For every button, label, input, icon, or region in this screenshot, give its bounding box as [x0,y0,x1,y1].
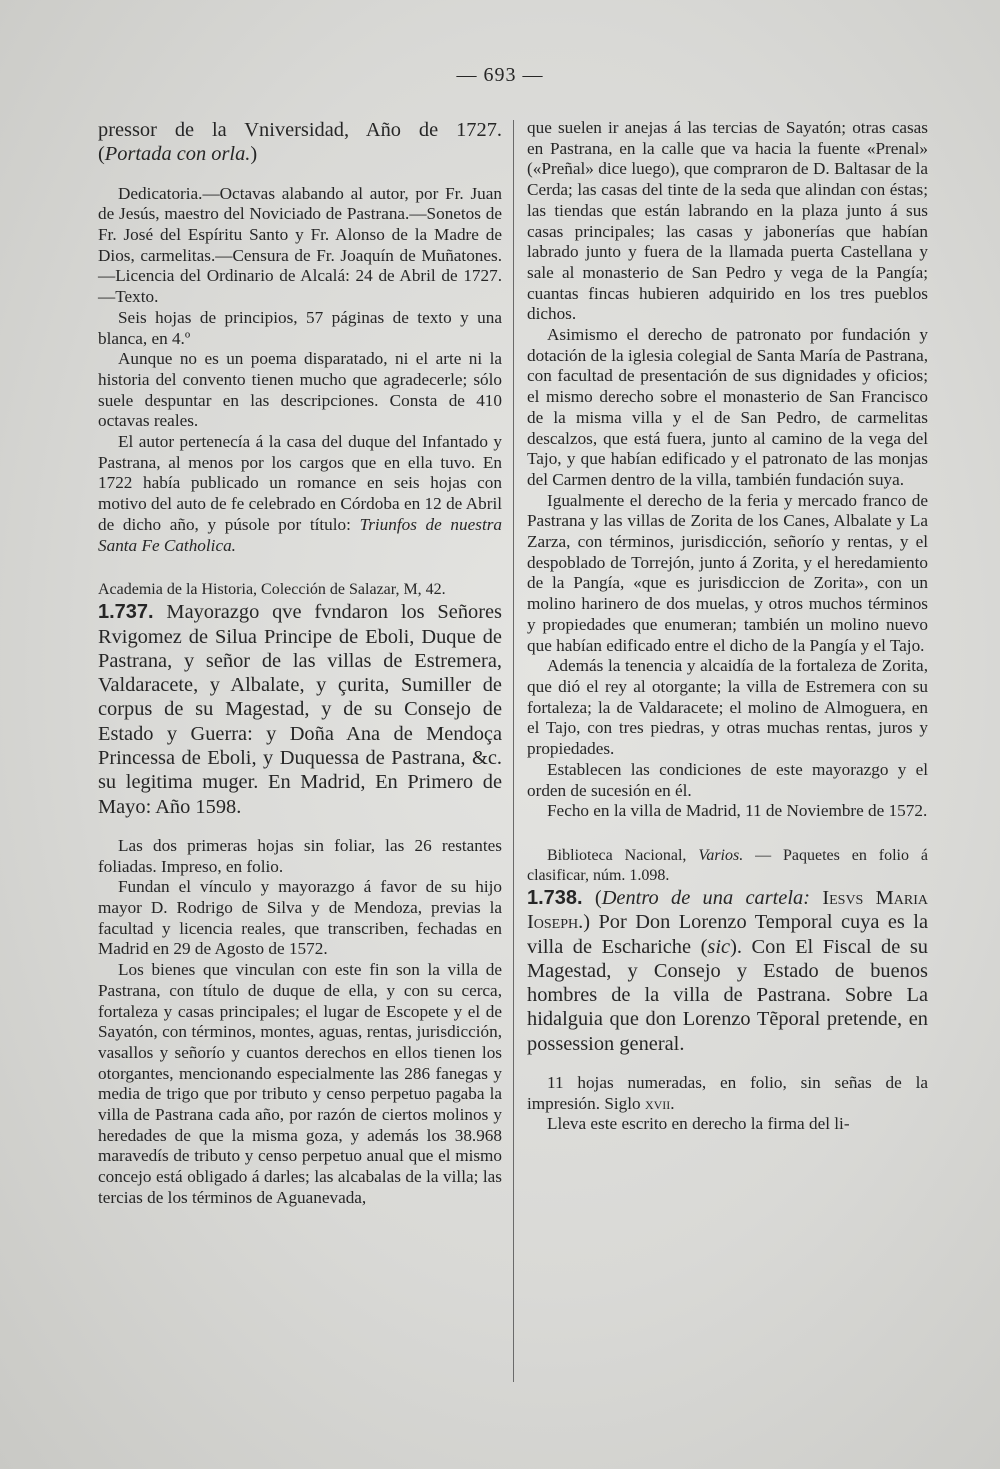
right-paragraph: Lleva este escrito en derecho la firma del li- [547,1114,850,1134]
right-paragraph: 11 hojas numeradas, en folio, sin señas de la impresión. Siglo xvii. [527,1072,928,1113]
left-paragraph: Los bienes que vinculan con este fin son la villa de Pastrana, con título de duque de ella, y con su cerca, fortaleza y casas principales; el lugar de Escopete y el de Sayatón, con términos, montes, aguas, rentas, jurisdicción, vasallos y señorío y cuantos derechos en ellos tienen los otorgantes, mencionando especialmente las 286 fanegas y media de trigo que por tributo y censo perpetuo pagaba la villa de Pastrana cada año, por razón de ciertos molinos y heredades de que la misma goza, y además los 38.968 maravedís de tributo y censo perpetuo anual que el mismo concejo está obligado á darles; las alcabalas de la villa; las tercias de los términos de Aguanevada, [98,960,502,1207]
right-paragraph: que suelen ir anejas á las tercias de Sayatón; otras casas en Pastrana, en la calle que va hacia la fuente «Prenal» («Preñal» dice luego), que compraron de D. Baltasar de la Cerda; las casas del tinte de la seda que alindan con éstas; las tiendas que están labrando en la plaza junto á sus casas principales; las casas y jabonerías que habían labrado junto y fuera de la llamada puerta Castellana y sale al monasterio de San Pedro y vega de la Pangía; cuantas fincas hubieren adquirido en los tres pueblos dichos. [527,118,928,324]
left-paragraph: Aunque no es un poema disparatado, ni el arte ni la historia del convento tienen mucho que agradecerle; sólo suele despuntar en las descripciones. Consta de 410 octavas reales. [98,349,502,431]
spacer [527,822,928,846]
right-paragraph: Además la tenencia y alcaidía de la fortaleza de Zorita, que dió el rey al otorgante; la villa de Estremera con su fortaleza; la de Valdaracete; el molino de Almoguera, en el Tajo, con tres piedras, y otras muchas rentas, juros y propiedades. [527,656,928,759]
left-paragraph: Fundan el vínculo y mayorazgo á favor de su hijo mayor D. Rodrigo de Silva y de Mendoza, previas la facultad y licencia reales, que transcriben, fechadas en Madrid en 29 de Agosto de 1572. [98,877,502,959]
right-paragraph: Igualmente el derecho de la feria y mercado franco de Pastrana y las villas de Zorita de los Canes, Albalate y La Zarza, con términos, jurisdicción, señorío y rentas, y el despoblado de Torrejón, junto á Zorita, y el heredamiento de la Pangía, «que es jurisdiccion de Zorita», con un molino harinero de dos muelas, y otros muchos términos y propiedades que enumeran; también un molino nuevo que habían edificado entre el dicho de la Pangía y el Tajo. [527,490,928,655]
left-paragraph: Las dos primeras hojas sin foliar, las 26 restantes foliadas. Impreso, en folio. [98,835,502,876]
right-paragraph: Fecho en la villa de Madrid, 11 de Noviembre de 1572. [547,801,928,821]
right-paragraph: Biblioteca Nacional, Varios. — Paquetes en folio á clasificar, núm. 1.098. [527,846,929,884]
spacer [98,167,502,184]
left-paragraph: pressor de la Vniversidad, Año de 1727. (Portada con orla.) [98,119,502,166]
spacer [527,1056,928,1073]
left-column [98,118,502,1209]
page-number: — 693 — [456,64,544,86]
right-paragraph: 1.738. (Dentro de una cartela: Iesvs Maria Ioseph.) Por Don Lorenzo Temporal cuya es la villa de Eschariche (sic). Con El Fiscal de su Magestad, y Consejo y Estado de buenos hombres de la villa de Pastrana. Sobre La hidalguia que don Lorenzo Tẽporal pretende, en possession general. [527,886,928,1055]
left-paragraph: El autor pertenecía á la casa del duque del Infantado y Pastrana, al menos por los cargos que en ella tuvo. En 1722 había publicado un romance en seis hojas con motivo del auto de fe celebrado en Córdoba en 12 de Abril de dicho año, y púsole por título: Triunfos de nuestra Santa Fe Catholica. [98,432,502,555]
left-paragraph: Dedicatoria.—Octavas alabando al autor, por Fr. Juan de Jesús, maestro del Noviciado de Pastrana.—Sonetos de Fr. José del Espíritu Santo y Fr. Alonso de la Madre de Dios, carmelitas.—Censura de Fr. Joaquín de Muñatones.—Licencia del Ordinario de Alcalá: 24 de Abril de 1727.—Texto. [98,183,502,307]
right-column [527,118,928,1135]
left-paragraph: Seis hojas de principios, 57 páginas de texto y una blanca, en 4.º [98,307,502,348]
spacer [98,556,502,580]
left-paragraph: 1.737. Mayorazgo qve fvndaron los Señores Rvigomez de Silua Principe de Eboli, Duque de Pastrana, y señor de las villas de Estremera, Valdaracete, y Albalate, y çurita, Sumiller de corpus de su Magestad, y de su Consejo de Estado y Guerra: y Doña Ana de Mendoça Princessa de Eboli, y Duquessa de Pastrana, &c. su legitima muger. En Madrid, En Primero de Mayo: Año 1598. [98,601,502,818]
column-divider [513,120,514,1382]
spacer [98,819,502,836]
right-paragraph: Establecen las condiciones de este mayorazgo y el orden de sucesión en él. [527,759,928,800]
left-paragraph: Academia de la Historia, Colección de Salazar, M, 42. [98,581,446,599]
right-paragraph: Asimismo el derecho de patronato por fundación y dotación de la iglesia colegial de Santa María de Pastrana, con facultad de presentación de sus dignidades y oficios; el mismo derecho sobre el monasterio de San Francisco de la misma villa y el de San Pedro, de carmelitas descalzos, que está fuera, junto al camino de la vega del Tajo, y que habían edificado y el patronato de las monjas del Carmen dentro de la villa, también fundación suya. [527,325,928,489]
